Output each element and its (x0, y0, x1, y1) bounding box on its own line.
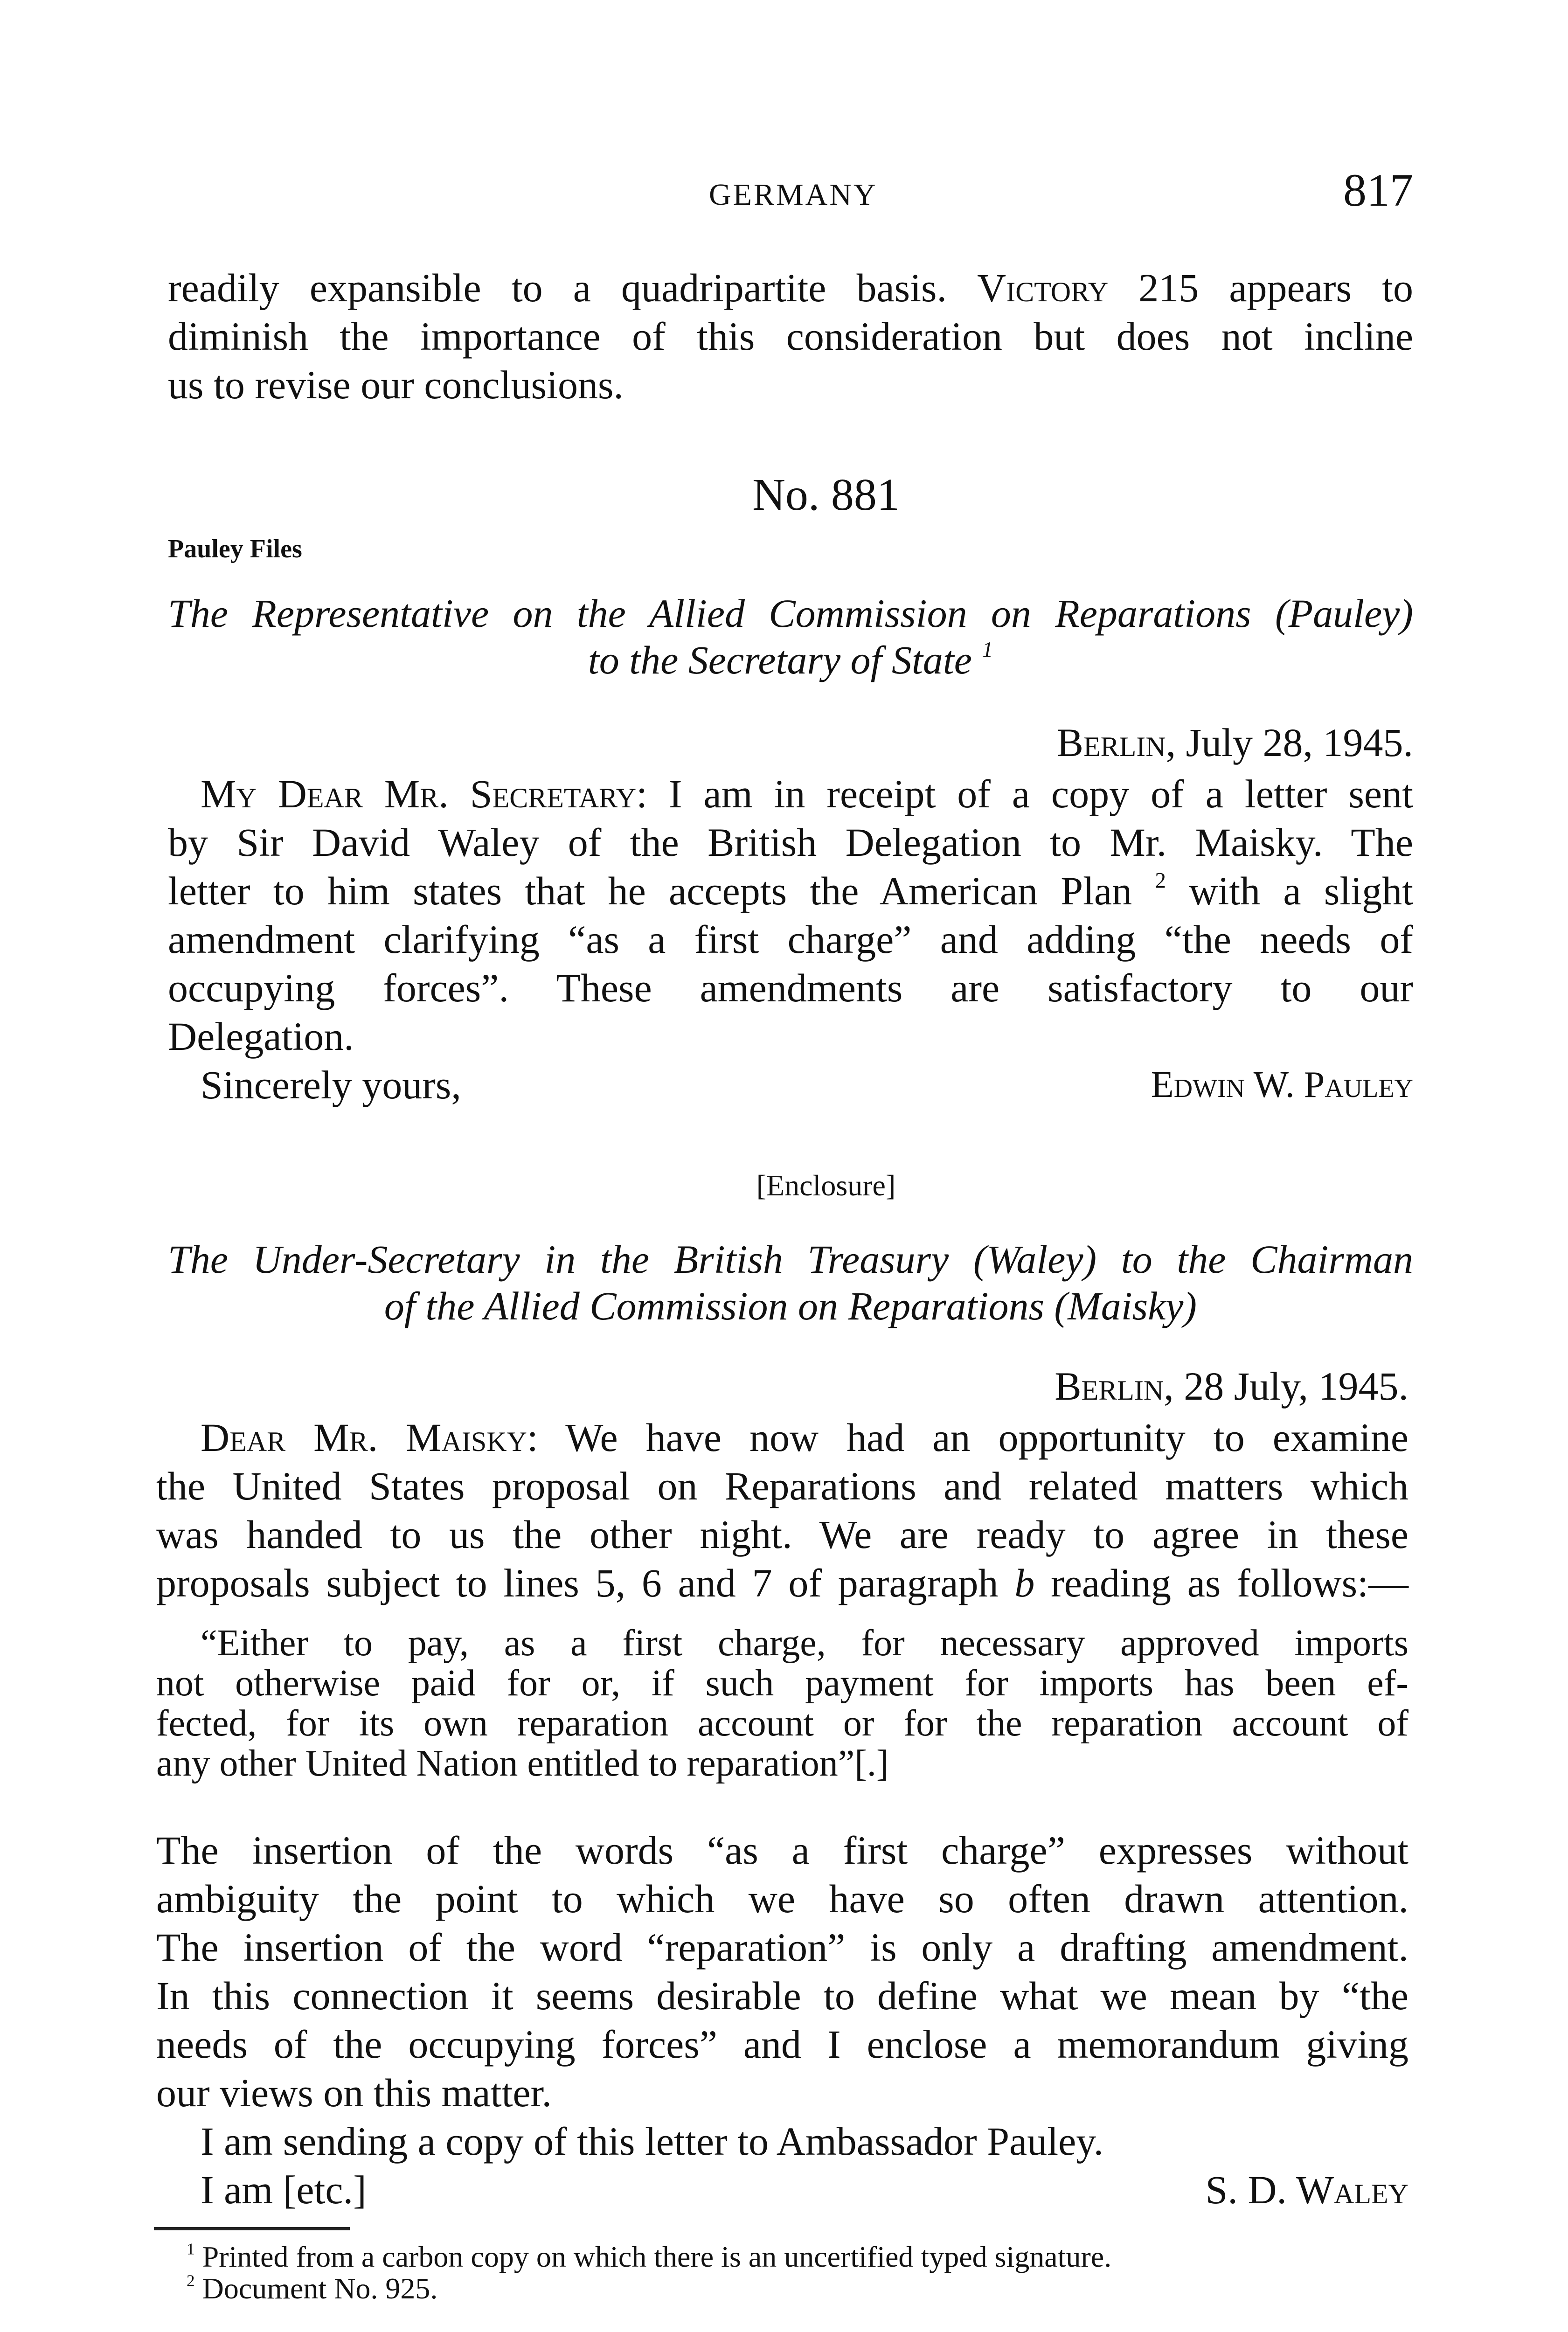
footnote-mark: 2 (187, 2271, 195, 2290)
quote-line: “Either to pay, as a first charge, for necessary approved imports (201, 1623, 1408, 1664)
paragraph-line: In this connection it seems desirable to define what we mean by “the (156, 1973, 1408, 2018)
enclosure-salutation: Dear Mr. Maisky (201, 1415, 527, 1460)
paragraph-line: The insertion of the words “as a first charge” expresses without (156, 1828, 1408, 1873)
running-head: GERMANY (709, 178, 878, 212)
footnote-rule (154, 2227, 350, 2230)
paragraph-line: ambiguity the point to which we have so often drawn attention. (156, 1876, 1408, 1921)
letter-line: letter to him states that he accepts the American Plan $^2$ with a slight (168, 868, 1414, 913)
enclosure-body (156, 1413, 1408, 1607)
letter-line: by Sir David Waley of the British Delegation to Mr. Maisky. The (168, 820, 1413, 865)
signature: Edwin W. Pauley (1151, 1064, 1413, 1105)
footnote-ref: 2 (1155, 868, 1166, 893)
continuation-paragraph (168, 264, 1413, 409)
enclosure-heading (168, 1236, 1413, 1329)
block-quote (156, 1623, 1408, 1784)
letter-body (168, 770, 1413, 1109)
heading-line: The Under-Secretary in the British Treasury (Waley) to the Chairman (168, 1237, 1413, 1282)
closing: Sincerely yours, (201, 1062, 461, 1107)
enclosure-line: was handed to us the other night. We are ready to agree in these (156, 1512, 1408, 1557)
source-note: Pauley Files (168, 534, 302, 563)
enclosure-line: the United States proposal on Reparations and related matters which (156, 1464, 1408, 1508)
salutation: My Dear Mr. Secretary (201, 771, 637, 816)
signature: S. D. Waley (1205, 2167, 1408, 2212)
continuation-line: readily expansible to a quadripartite basis. Victory 215 appears to (168, 265, 1414, 310)
document-number: No. 881 (752, 470, 900, 520)
quote-line: any other United Nation entitled to reparation”[.] (156, 1743, 889, 1784)
heading-line: of the Allied Commission on Reparations (Maisky) (384, 1284, 1197, 1328)
quote-line: not otherwise paid for or, if such payment for imports has been ef- (156, 1663, 1408, 1704)
enclosure-paragraph (156, 1826, 1408, 2214)
letter-line: My Dear Mr. Secretary: I am in receipt of a copy of a letter sent (201, 771, 1413, 816)
document-heading (168, 590, 1413, 683)
enclosure-label: [Enclosure] (756, 1169, 896, 1202)
paragraph-line: I am sending a copy of this letter to Ambassador Pauley. (201, 2119, 1104, 2164)
paragraph-line: The insertion of the word “reparation” is only a drafting amendment. (156, 1925, 1408, 1970)
letter-line: Delegation. (168, 1014, 354, 1059)
dateline: Berlin, July 28, 1945. (1056, 720, 1413, 765)
footnote-ref: 1 (982, 638, 993, 662)
letter-line: occupying forces”. These amendments are satisfactory to our (168, 965, 1413, 1010)
footnote: $^1$ Printed from a carbon copy on which there is an uncertified typed signature. (187, 2240, 1112, 2273)
paragraph-line: needs of the occupying forces” and I enclose a memorandum giving (156, 2022, 1408, 2067)
enclosure-closing (156, 2165, 1408, 2214)
closing: I am [etc.] (201, 2167, 367, 2212)
heading-line: The Representative on the Allied Commission on Reparations (Pauley) (168, 591, 1413, 636)
continuation-line: us to revise our conclusions. (168, 362, 624, 407)
footnote-mark: 1 (187, 2240, 195, 2258)
enclosure-line: Dear Mr. Maisky: We have now had an opportunity to examine (201, 1415, 1408, 1460)
quote-line: fected, for its own reparation account or for the reparation account of (156, 1703, 1408, 1744)
enclosure-line: proposals subject to lines 5, 6 and 7 of paragraph b reading as follows:— (156, 1561, 1409, 1605)
enclosure-dateline: Berlin, 28 July, 1945. (1055, 1364, 1408, 1409)
letter-line: amendment clarifying “as a first charge” and adding “the needs of (168, 917, 1413, 962)
footnotes (187, 2241, 1408, 2304)
paragraph-line: our views on this matter. (156, 2070, 552, 2115)
footnote: $^2$ Document No. 925. (187, 2271, 438, 2305)
heading-line: to the Secretary of State $^1$ (588, 638, 993, 682)
page-number: 817 (1343, 164, 1413, 216)
continuation-line: diminish the importance of this consideration but does not incline (168, 314, 1413, 359)
letter-closing (168, 1061, 1413, 1109)
